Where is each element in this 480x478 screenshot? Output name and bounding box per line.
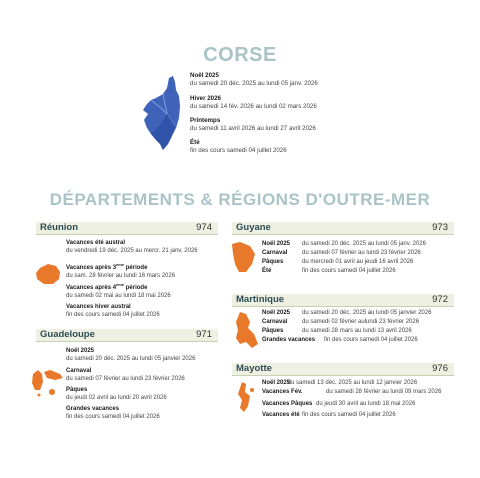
guyane-code: 973 (432, 222, 448, 233)
guyane-row (262, 249, 421, 257)
mayotte-header (232, 363, 454, 376)
martinique-text: du samedi 20 déc. 2025 au lundi 05 janvier 2026 (302, 310, 432, 316)
mayotte-row (262, 400, 415, 408)
guadeloupe-label: Pâques (66, 387, 88, 393)
corse-text: du samedi 11 avril 2026 au lundi 27 avril 2026 (190, 125, 316, 132)
guadeloupe-text: du samedi 07 février au lundi 23 février 2026 (66, 375, 185, 382)
corse-label: Hiver 2026 (190, 95, 221, 102)
guadeloupe-label: Carnaval (66, 368, 92, 374)
mayotte-row (262, 411, 396, 419)
guadeloupe-item (66, 368, 185, 383)
martinique-text: fin des cours samedi 04 juillet 2026 (324, 337, 418, 343)
reunion-label: Vacances après 4ème période (66, 282, 148, 291)
corse-text: fin des cours samedi 04 juillet 2026 (190, 147, 287, 154)
guyane-name: Guyane (236, 222, 271, 233)
corse-item-noel (190, 72, 318, 88)
mayotte-label: Vacances été (262, 412, 300, 418)
reunion-text: du samedi 02 mai au lundi 18 mai 2026 (66, 292, 171, 299)
reunion-item (66, 261, 175, 280)
guadeloupe-code: 971 (196, 329, 212, 340)
reunion-item (66, 240, 198, 255)
reunion-map (34, 262, 62, 286)
mayotte-text: du jeudi 30 avril au lundi 18 mai 2026 (316, 401, 416, 407)
guyane-row (262, 267, 396, 275)
reunion-label: Vacances été austral (66, 240, 126, 246)
guadeloupe-label: Grandes vacances (66, 406, 120, 412)
reunion-header (36, 222, 218, 235)
reunion-code: 974 (196, 222, 212, 233)
guadeloupe-label: Noël 2025 (66, 348, 95, 354)
reunion-label: Vacances après 3ème période (66, 262, 148, 271)
corse-label: Printemps (190, 117, 221, 124)
mayotte-code: 976 (432, 363, 448, 374)
martinique-text: du samedi 02 février aulundi 23 février 2026 (302, 319, 420, 325)
guyane-map (230, 240, 256, 274)
reunion-name: Réunion (40, 222, 78, 233)
martinique-label: Carnaval (262, 319, 288, 325)
corse-title: CORSE (203, 44, 277, 66)
martinique-row (262, 309, 431, 317)
martinique-label: Grandes vacances (262, 337, 316, 343)
reunion-text: du vendredi 19 déc. 2025 au mercr. 21 janv. 2026 (66, 247, 198, 254)
mayotte-label: Noël 2025 (262, 380, 291, 386)
reunion-text: fin des cours samedi 04 juillet 2026 (66, 311, 160, 318)
mayotte-label: Vacances Fév. (262, 389, 303, 395)
mayotte-text: du samedi 13 déc. 2025 au lundi 12 janvier 2026 (287, 380, 418, 386)
guyane-label: Été (262, 268, 272, 274)
guyane-header (232, 222, 454, 235)
guadeloupe-text: fin des cours samedi 04 juillet 2026 (66, 413, 160, 420)
corse-text: du samedi 14 fév. 2026 au lundi 02 mars 2026 (190, 103, 317, 110)
mayotte-text: fin des cours samedi 04 juillet 2026 (302, 412, 396, 418)
martinique-name: Martinique (236, 294, 285, 305)
guadeloupe-text: du jeudi 02 avril au lundi 20 avril 2026 (66, 394, 167, 401)
mayotte-name: Mayotte (236, 363, 272, 374)
corse-item-hiver (190, 95, 317, 111)
guadeloupe-map (30, 368, 64, 398)
mayotte-row (262, 379, 417, 387)
guadeloupe-header (36, 329, 218, 342)
corse-map (139, 74, 191, 152)
guyane-label: Carnaval (262, 250, 288, 256)
martinique-row (262, 327, 412, 335)
reunion-item (66, 281, 171, 300)
guyane-row (262, 258, 413, 266)
mayotte-map (232, 380, 258, 414)
guadeloupe-text: du samedi 20 déc. 2025 au lundi 05 janvier 2026 (66, 355, 196, 362)
reunion-text: du sam. 28 février au lundi 16 mars 2026 (66, 272, 176, 279)
guadeloupe-name: Guadeloupe (40, 329, 95, 340)
reunion-item (66, 304, 160, 319)
guyane-text: du samedi 07 février au lundi 23 février 2026 (302, 250, 421, 256)
martinique-label: Noël 2025 (262, 310, 291, 316)
martinique-row (262, 318, 419, 326)
guyane-label: Noël 2025 (262, 241, 291, 247)
mayotte-label: Vacances Pâques (262, 401, 313, 407)
mayotte-row (262, 388, 441, 396)
reunion-label: Vacances hiver austral (66, 304, 131, 310)
guyane-label: Pâques (262, 259, 284, 265)
guadeloupe-item (66, 406, 160, 421)
corse-label: Noël 2025 (190, 72, 219, 79)
martinique-header (232, 294, 454, 307)
guyane-text: du mercredi 01 avril au jeudi 16 avril 2026 (302, 259, 414, 265)
martinique-text: du samedi 28 mars au lundi 13 avril 2026 (302, 328, 412, 334)
guyane-row (262, 240, 426, 248)
corse-text: du samedi 20 déc. 2025 au lundi 05 janv. 2026 (190, 80, 318, 87)
guyane-text: fin des cours samedi 04 juillet 2026 (302, 268, 396, 274)
martinique-code: 972 (432, 294, 448, 305)
corse-label: Été (190, 139, 200, 146)
guadeloupe-item (66, 387, 167, 402)
dom-title: DÉPARTEMENTS & RÉGIONS D'OUTRE-MER (49, 190, 431, 209)
martinique-map (232, 310, 260, 350)
martinique-label: Pâques (262, 328, 284, 334)
corse-item-printemps (190, 117, 316, 133)
corse-item-ete (190, 139, 287, 155)
mayotte-text: du samedi 28 février au lundi 09 mars 2026 (326, 389, 442, 395)
martinique-row (262, 336, 418, 344)
guyane-text: du samedi 20 déc. 2025 au lundi 05 janv. 2026 (302, 241, 426, 247)
guadeloupe-item (66, 348, 195, 363)
